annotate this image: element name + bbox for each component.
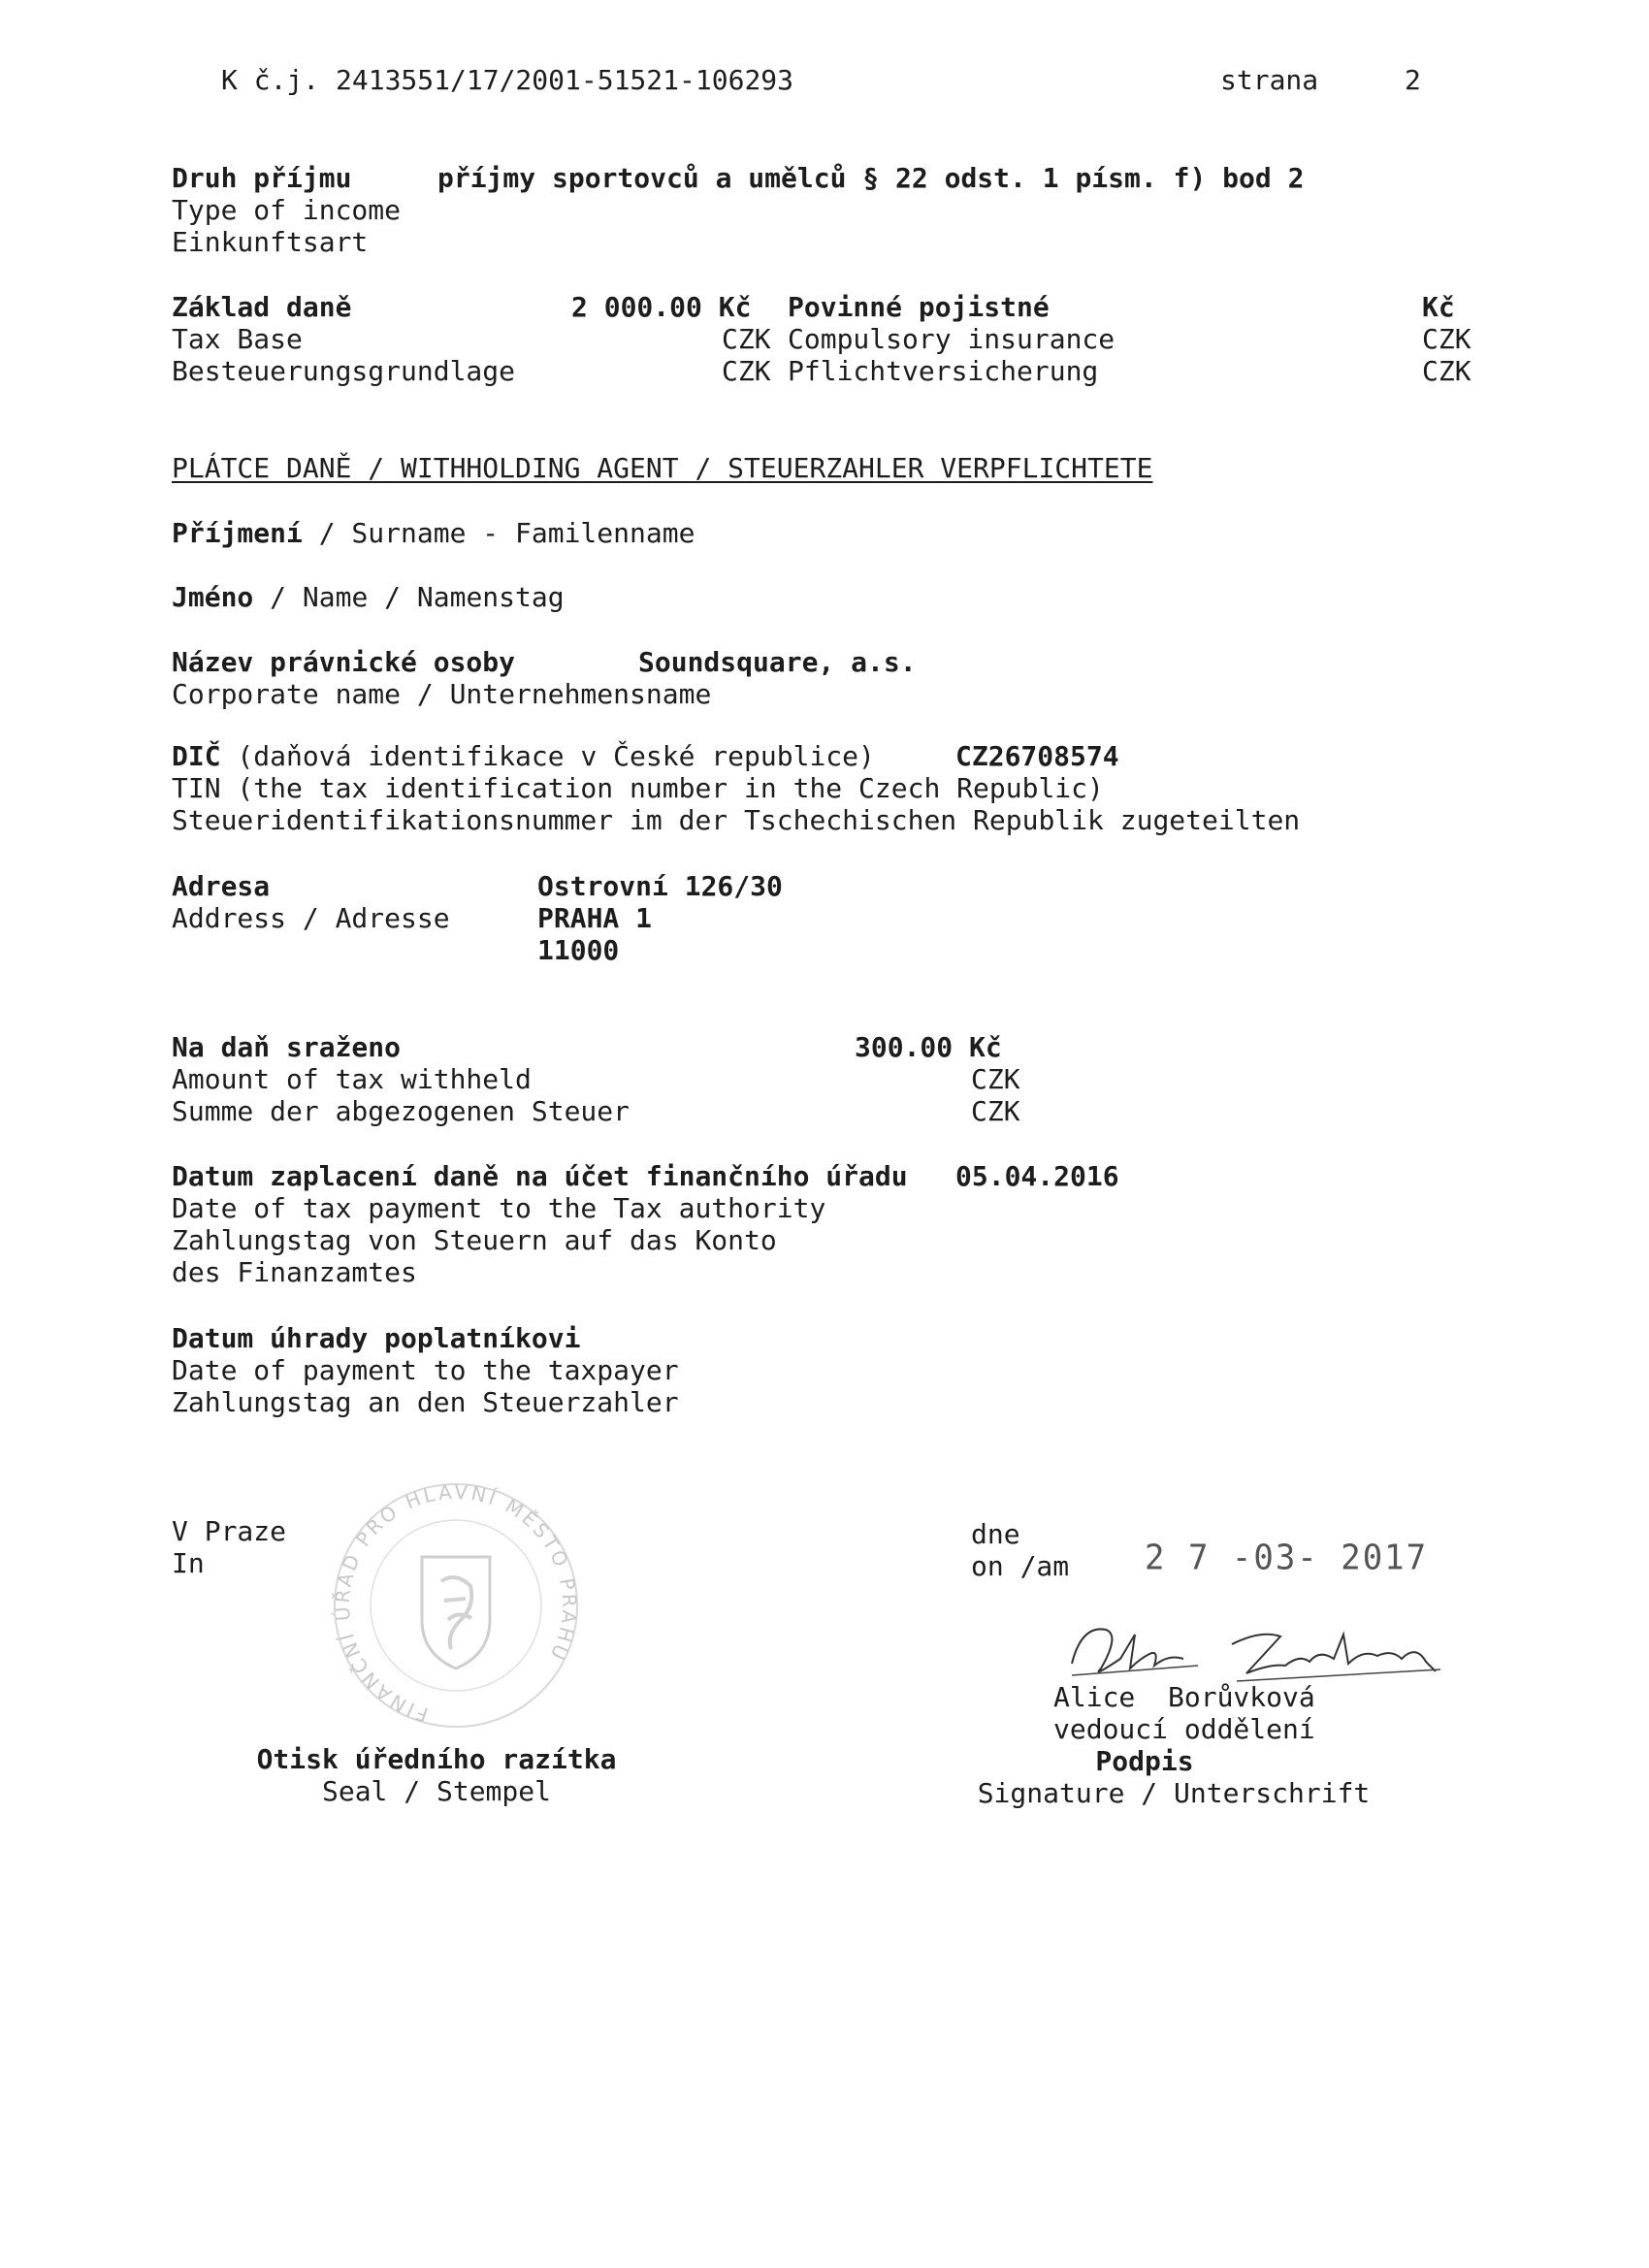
name-row — [172, 581, 565, 613]
address-label-rest: Address / Adresse — [172, 902, 450, 934]
income-type-label-cs: Druh příjmu — [172, 162, 352, 194]
page-number: 2 — [1405, 64, 1421, 96]
corporate-name-value: Soundsquare, a.s. — [638, 646, 917, 678]
withheld-label-cs: Na daň sraženo — [172, 1031, 402, 1063]
dic-label: DIČ — [172, 740, 221, 772]
dic-row — [172, 740, 875, 772]
dic-value: CZ26708574 — [955, 740, 1119, 772]
taxpayer-payment-label-de: Zahlungstag an den Steuerzahler — [172, 1386, 679, 1418]
income-type-value: příjmy sportovců a umělců § 22 odst. 1 písm. f) bod 2 — [437, 162, 1305, 194]
handwritten-signature — [1052, 1605, 1460, 1693]
page-label: strana — [1220, 64, 1319, 96]
insurance-currency-cs: Kč — [1422, 291, 1455, 323]
taxpayer-payment-label-cs: Datum úhrady poplatníkovi — [172, 1322, 581, 1354]
withheld-amount: 300.00 Kč — [855, 1031, 1002, 1063]
name-label-rest: / Name / Namenstag — [253, 581, 565, 613]
reference-number: K č.j. 2413551/17/2001-51521-106293 — [221, 64, 794, 96]
income-type-label-en: Type of income — [172, 194, 402, 226]
tax-base-label-cs: Základ daně — [172, 291, 352, 323]
surname-label-rest: / Surname - Familenname — [302, 517, 695, 549]
payment-date-label-de-1: Zahlungstag von Steuern auf das Konto — [172, 1224, 777, 1256]
tax-base-amount: 2 000.00 Kč — [571, 291, 752, 323]
tax-base-currency-en: CZK — [722, 323, 771, 355]
stamped-date: 2 7 -03- 2017 — [1145, 1538, 1429, 1578]
date-label-cs: dne — [971, 1518, 1020, 1550]
date-label-en: on /am — [971, 1550, 1070, 1582]
corporate-name-label-rest: Corporate name / Unternehmensname — [172, 678, 712, 710]
place-label-en: In — [172, 1547, 205, 1579]
tin-label-de: Steueridentifikationsnummer im der Tschechischen Republik zugeteilten — [172, 804, 1301, 836]
insurance-currency-en: CZK — [1422, 323, 1471, 355]
signer-role: vedoucí oddělení — [1053, 1713, 1315, 1745]
address-line-2: PRAHA 1 — [537, 902, 653, 934]
agent-heading: PLÁTCE DANĚ / WITHHOLDING AGENT / STEUERZAHLER VERPFLICHTETE — [172, 452, 1153, 484]
tax-base-label-en: Tax Base — [172, 323, 303, 355]
insurance-currency-de: CZK — [1422, 355, 1471, 387]
tin-label-en: TIN (the tax identification number in the Czech Republic) — [172, 772, 1104, 804]
corporate-name-label-cs: Název právnické osoby — [172, 646, 516, 678]
signer-name: Alice Borůvková — [1053, 1681, 1315, 1713]
insurance-label-en: Compulsory insurance — [788, 323, 1116, 355]
insurance-label-de: Pflichtversicherung — [788, 355, 1099, 387]
surname-label-cs: Příjmení — [172, 517, 303, 549]
surname-row — [172, 517, 695, 549]
address-line-3: 11000 — [537, 934, 620, 966]
insurance-label-cs: Povinné pojistné — [788, 291, 1050, 323]
payment-date-label-en: Date of tax payment to the Tax authority — [172, 1192, 826, 1224]
withheld-label-de: Summe der abgezogenen Steuer — [172, 1095, 630, 1127]
address-label-cs: Adresa — [172, 870, 271, 902]
seal-label-cs: Otisk úředního razítka — [256, 1743, 617, 1775]
withheld-label-en: Amount of tax withheld — [172, 1063, 532, 1095]
place-label-cs: V Praze — [172, 1515, 287, 1547]
dic-label-rest: (daňová identifikace v České republice) — [220, 740, 875, 772]
name-label-cs: Jméno — [172, 581, 254, 613]
official-seal-stamp — [330, 1474, 582, 1736]
signature-label-rest: Signature / Unterschrift — [977, 1777, 1371, 1809]
svg-text:FINANČNÍ ÚŘAD PRO HLAVNÍ MĚSTO: FINANČNÍ ÚŘAD PRO HLAVNÍ MĚSTO PRAHU — [330, 1479, 582, 1727]
withheld-currency-de: CZK — [971, 1095, 1020, 1127]
payment-date-label-de-2: des Finanzamtes — [172, 1256, 417, 1288]
seal-label-rest: Seal / Stempel — [321, 1775, 551, 1807]
address-line-1: Ostrovní 126/30 — [537, 870, 783, 902]
withheld-currency-en: CZK — [971, 1063, 1020, 1095]
income-type-label-de: Einkunftsart — [172, 226, 369, 258]
taxpayer-payment-label-en: Date of payment to the taxpayer — [172, 1354, 679, 1386]
tax-base-label-de: Besteuerungsgrundlage — [172, 355, 516, 387]
tax-base-currency-de: CZK — [722, 355, 771, 387]
payment-date-label-cs: Datum zaplacení daně na účet finančního úřadu — [172, 1160, 908, 1192]
payment-date-value: 05.04.2016 — [955, 1160, 1119, 1192]
signature-label-cs: Podpis — [1095, 1745, 1194, 1777]
